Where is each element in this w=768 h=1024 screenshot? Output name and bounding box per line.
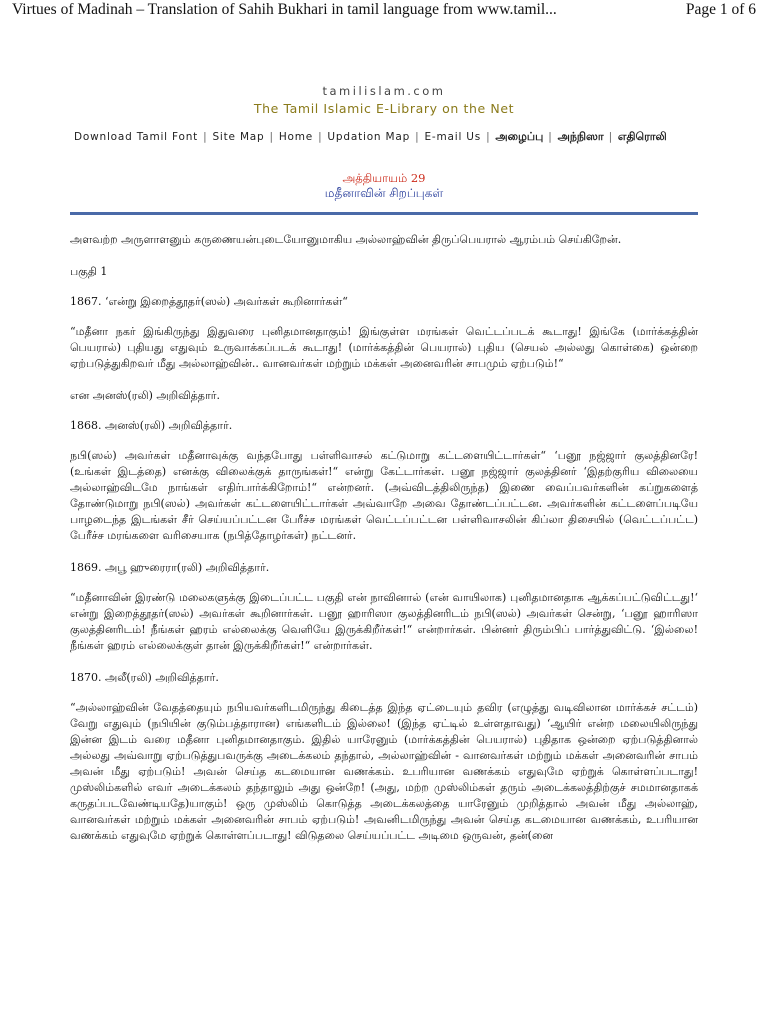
print-header	[12, 0, 756, 22]
nav-separator: |	[415, 131, 420, 143]
top-navigation	[74, 130, 714, 145]
nav-separator: |	[269, 131, 274, 143]
hadith-number: 1867. ‘என்று இறைத்தூதர்(ஸல்) அவர்கள் கூறினார்கள்“	[70, 295, 348, 308]
nav-download-tamil-font-link[interactable]: Download Tamil Font	[74, 131, 199, 143]
hadith-text: “மதீனா நகர் இங்கிருந்து இதுவரை புனிதமானதாகும்! இங்குள்ள மரங்கள் வெட்டப்படக் கூடாது! இங்கே (மார்க்கத்தின் பெயரால்) புதியது எதுவும் உருவாக்கப்படக் கூடாது! (மார்க்கத்தின் பெயரால்) புதிய (செயல் அல்லது கொள்கை) ஒன்றை ஏற்படுத்துகிறவர் மீது அல்லாஹ்வின்.. வானவர்கள் மற்றும் மக்கள் அனைவரின் சாபமும் ஏற்படும்!“	[70, 325, 698, 370]
print-document-title: Virtues of Madinah – Translation of Sahih Bukhari in tamil language from www.tamil...	[12, 1, 557, 18]
hadith-text: “மதீனாவின் இரண்டு மலைகளுக்கு இடைப்பட்ட பகுதி என் நாவினால் (என் வாயிலாக) புனிதமானதாக ஆக்கப்பட்டுவிட்டது!‘ என்று இறைத்தூதர்(ஸல்) அவர்கள் கூறினார்கள். பனூ ஹாரிஸா குலத்தினரிடம் நபி(ஸல்) அவர்கள் சென்று, ‘பனூ ஹாரிஸா குலத்தினரிடம்! நீங்கள் ஹரம் எல்லைக்கு வெளியே இருக்கிறீர்கள்!“ என்றார்கள். பின்னர் திரும்பிப் பார்த்துவிட்டு. ‘இல்லை! நீங்கள் ஹரம் எல்லைக்குள் தான் இருக்கிறீர்கள்!“ என்றார்கள்.	[70, 591, 698, 652]
nav-separator: |	[608, 131, 613, 143]
nav-separator: |	[203, 131, 208, 143]
section-heading: பகுதி 1	[70, 265, 108, 278]
nav-ethiroli-link[interactable]: எதிரொலி	[617, 130, 667, 143]
nav-email-us-link[interactable]: E-mail Us	[424, 131, 482, 143]
nav-separator: |	[548, 131, 553, 143]
chapter-number: அத்தியாயம் 29	[342, 171, 426, 185]
hadith-text: “அல்லாஹ்வின் வேதத்தையும் நபியவர்களிடமிருந்து கிடைத்த இந்த ஏட்டையும் தவிர (எழுத்து வடிவிலான மார்க்கச் சட்டம்) வேறு எதுவும் (நபியின் குடும்பத்தாரான) எங்களிடம் இல்லை! (இந்த ஏட்டில் உள்ளதாவது) ‘ஆயிர் என்ற மலையிலிருந்து இன்ன இடம் வரை மதீனா புனிதமானதாகும். இதில் யாரேனும் (மார்க்கத்தின் பெயரால்) புதிதாக ஒன்றை ஏற்படுத்தினால் அல்லது அவ்வாறு ஏற்படுத்துபவருக்கு அடைக்கலம் தந்தால், அல்லாஹ்வின் - வானவர்கள் மற்றும் மக்கள் அனைவரின் சாபம் அவன் மீது ஏற்படும்! அவன் செய்த கடமையான வணக்கம். உபரியான வணக்கம் எதுவுமே ஏற்றுக் கொள்ளப்படாது! முஸ்லிம்களில் எவர் அடைக்கலம் தந்தாலும் அது ஒன்றே! (அது, மற்ற முஸ்லிம்கள் தரும் அடைக்கலத்திற்குச் சமமானதாகக் கருதப்படவேண்டியதே)யாகும்! ஒரு முஸ்லிம் கொடுத்த அடைக்கலத்தை யாரேனும் முறித்தால் அவன் மீது அல்லாஹ், வானவர்கள் மற்றும் மக்கள் அனைவரின் சாபம் ஏற்படும்! அவனிடமிருந்து அவன் செய்த கடமையான வணக்கம், உபரியான வணக்கம் எதுவுமே ஏற்றுக் கொள்ளப்படாது! விடுதலை செய்யப்பட்ட அடிமை ஒருவன், தன்(னை	[70, 701, 698, 842]
nav-annisa-link[interactable]: அந்நிஸா	[557, 130, 604, 143]
bismillah-paragraph: அளவற்ற அருளாளனும் கருணையன்புடையோனுமாகிய அல்லாஹ்வின் திருப்பெயரால் ஆரம்பம் செய்கிறேன்.	[70, 233, 622, 246]
hadith-number: 1868. அனஸ்(ரலி) அறிவித்தார்.	[70, 419, 233, 432]
nav-separator: |	[318, 131, 323, 143]
hadith-narrator: என அனஸ்(ரலி) அறிவித்தார்.	[70, 389, 220, 402]
hadith-number: 1870. அலீ(ரலி) அறிவித்தார்.	[70, 671, 219, 684]
nav-updation-map-link[interactable]: Updation Map	[327, 131, 411, 143]
print-page-number: Page 1 of 6	[685, 1, 756, 18]
nav-home-link[interactable]: Home	[278, 131, 314, 143]
nav-azhaippu-link[interactable]: அழைப்பு	[495, 130, 544, 143]
nav-site-map-link[interactable]: Site Map	[212, 131, 265, 143]
article-body	[70, 232, 698, 860]
chapter-title: மதீனாவின் சிறப்புகள்	[324, 186, 444, 200]
header-divider	[70, 212, 698, 215]
site-tagline: The Tamil Islamic E-Library on the Net	[253, 101, 515, 116]
hadith-number: 1869. அபூ ஹுரைரா(ரலி) அறிவித்தார்.	[70, 561, 270, 574]
nav-separator: |	[486, 131, 491, 143]
site-name: tamilislam.com	[322, 84, 446, 98]
hadith-text: நபி(ஸல்) அவர்கள் மதீனாவுக்கு வந்தபோது பள்ளிவாசல் கட்டுமாறு கட்டளையிட்டார்கள்“ ‘பனூ நஜ்ஜார் குலத்தினரே! (உங்கள் இடத்தை) எனக்கு விலைக்குக் தாருங்கள்!“ என்று கேட்டார்கள். பனூ நஜ்ஜார் குலத்தினர் ‘இதற்குரிய விலையை அல்லாஹ்விடமே நாங்கள் எதிர்பார்க்கிறோம்!“ என்றனர். (அவ்விடத்திலிருந்த) இணை வைப்பவர்களின் கப்றுகளைத் தோண்டுமாறு நபி(ஸல்) அவர்கள் கட்டளையிட்டார்கள் அவ்வாறே அவை தோண்டப்பட்டன. அவர்களின் கட்டளைப்படியே பாழடைந்த இடங்கள் சீர் செய்யப்பட்டன பேரீச்ச மரங்கள் வெட்டப்பட்டன பள்ளிவாசலின் கிப்லா திசையில் (வெட்டப்பட்ட) பேரீச்ச மரங்களை வரிசையாக (நபித்தோழர்கள்) நட்டனர்.	[70, 449, 698, 542]
